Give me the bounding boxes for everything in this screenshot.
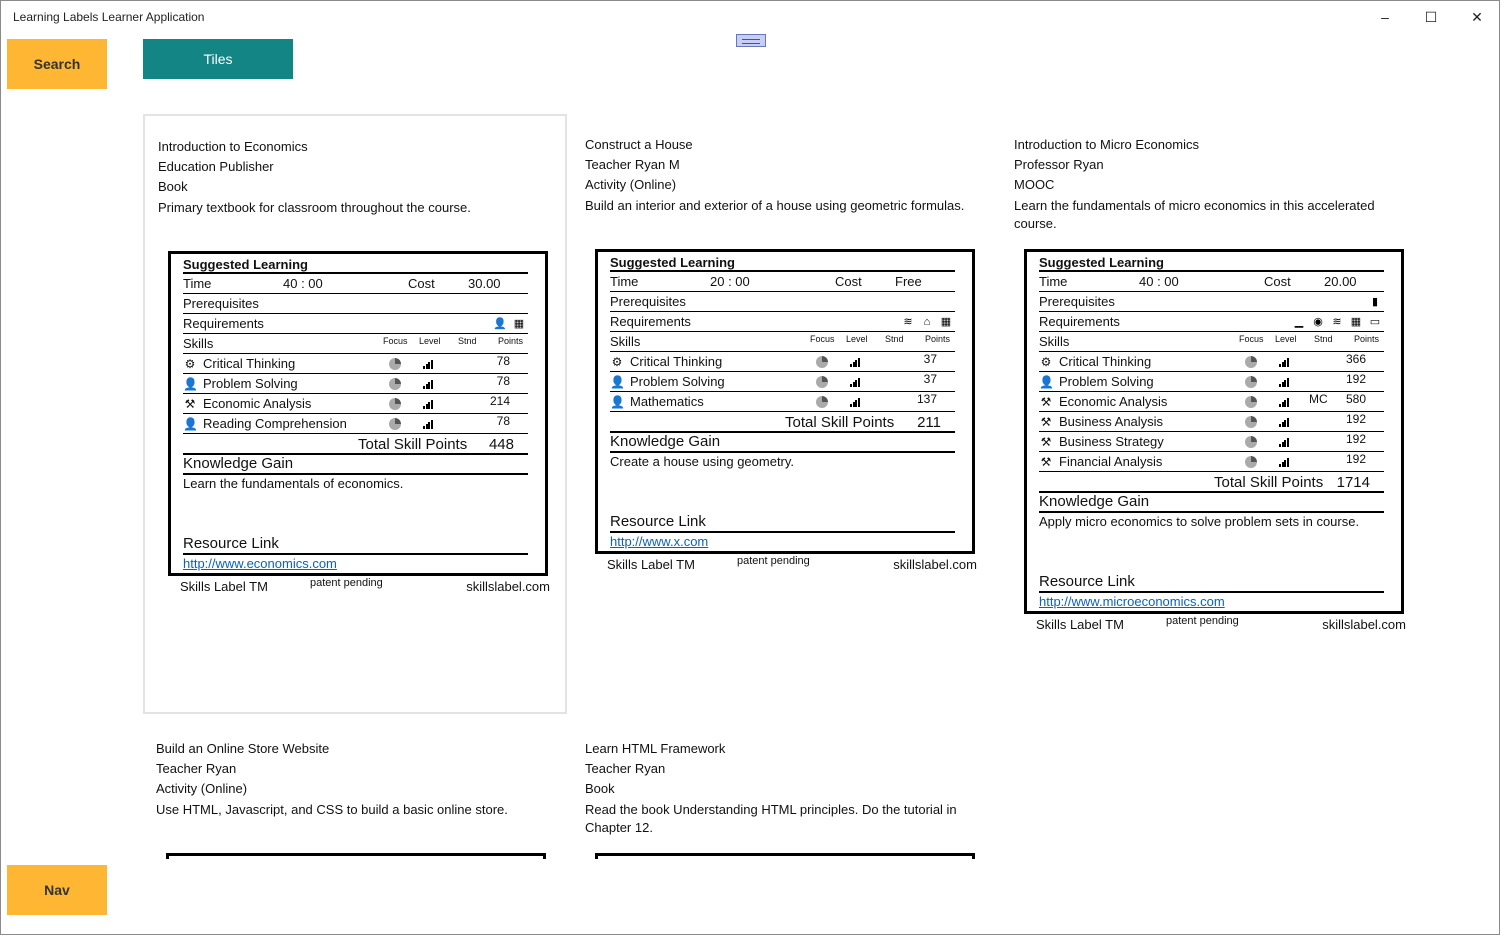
skill-points: 192 <box>1345 372 1366 386</box>
suggested-learning-heading: Suggested Learning <box>1039 252 1384 272</box>
tile-title: Introduction to Economics <box>158 139 308 154</box>
time-cost-row <box>183 274 528 294</box>
resource-link-heading: Resource Link <box>610 513 955 533</box>
learning-tile[interactable] <box>143 718 567 868</box>
level-bars-icon <box>1279 438 1289 447</box>
patent-pending-text: patent pending <box>737 555 810 567</box>
requirement-icons <box>1292 315 1382 329</box>
tile-info <box>156 739 556 819</box>
gear-icon: ⚙ <box>1040 355 1052 369</box>
prerequisites-label: Prerequisites <box>183 296 259 311</box>
site-text: skillslabel.com <box>466 579 550 594</box>
wifi-icon: ≋ <box>903 316 913 328</box>
level-bars-icon <box>1279 358 1289 367</box>
total-skill-points-label: Total Skill Points <box>785 414 895 431</box>
drag-handle[interactable] <box>736 34 766 47</box>
skill-row <box>183 354 528 374</box>
stnd-header: Stnd <box>1314 334 1333 344</box>
skill-row <box>1039 392 1384 412</box>
skill-points: 37 <box>923 372 937 386</box>
chart-icon: ▁ <box>1294 316 1304 328</box>
skill-row <box>610 352 955 372</box>
skills-header-row <box>610 332 955 352</box>
book-icon: ▮ <box>1371 296 1379 308</box>
suggested-learning-heading: Suggested Learning <box>610 252 955 272</box>
trademark-text: Skills Label TM <box>180 579 268 594</box>
stnd-header: Stnd <box>885 334 904 344</box>
skills-header-row <box>183 334 528 354</box>
tile-title: Introduction to Micro Economics <box>1014 137 1199 152</box>
hammer-icon: ⚒ <box>1040 455 1052 469</box>
skill-name: Business Strategy <box>1059 434 1164 449</box>
hammer-icon: ⚒ <box>1040 435 1052 449</box>
skill-name: Problem Solving <box>1059 374 1154 389</box>
tile-info <box>1014 135 1414 233</box>
tile-title: Learn HTML Framework <box>585 741 726 756</box>
knowledge-gain-text: Create a house using geometry. <box>610 454 795 469</box>
focus-pie-icon <box>389 378 401 390</box>
skills-header-row <box>1039 332 1384 352</box>
prerequisites-row <box>1039 292 1384 312</box>
skill-row <box>1039 452 1384 472</box>
stnd-header: Stnd <box>458 336 477 346</box>
time-cost-row <box>610 272 955 292</box>
focus-pie-icon <box>389 358 401 370</box>
skill-name: Economic Analysis <box>203 396 312 411</box>
title-bar <box>1 1 1499 33</box>
label-footer <box>180 579 550 597</box>
points-header: Points <box>1354 334 1380 344</box>
requirements-label: Requirements <box>610 314 691 329</box>
person-icon: 👤 <box>610 395 625 409</box>
focus-pie-icon <box>1245 396 1257 408</box>
tile-description: Build an interior and exterior of a house using geometric formulas. <box>585 198 965 213</box>
knowledge-gain-heading: Knowledge Gain <box>183 455 528 475</box>
maximize-button[interactable]: ☐ <box>1424 8 1438 25</box>
skills-label-box <box>595 853 975 859</box>
skills-label-box <box>166 853 546 859</box>
skill-name: Reading Comprehension <box>203 416 347 431</box>
level-bars-icon <box>423 400 433 409</box>
total-skill-points-label: Total Skill Points <box>1214 474 1324 491</box>
requirements-row <box>610 312 955 332</box>
cost-value: Free <box>895 274 922 289</box>
skill-points: 137 <box>916 392 937 406</box>
requirement-icons <box>901 315 953 329</box>
skill-row <box>1039 432 1384 452</box>
trademark-text: Skills Label TM <box>607 557 695 572</box>
tile-author: Teacher Ryan <box>585 761 666 776</box>
skill-points: 580 <box>1345 392 1366 406</box>
level-bars-icon <box>850 358 860 367</box>
knowledge-gain-heading: Knowledge Gain <box>610 433 955 453</box>
skills-label: Skills <box>1039 334 1070 349</box>
total-skill-points-value: 448 <box>488 436 514 453</box>
calendar-icon: ▦ <box>513 318 525 330</box>
skill-row <box>1039 372 1384 392</box>
app-title: Learning Labels Learner Application <box>13 10 205 24</box>
focus-pie-icon <box>816 356 828 368</box>
person-icon: 👤 <box>493 318 507 330</box>
level-header: Level <box>1275 334 1297 344</box>
skill-name: Financial Analysis <box>1059 454 1163 469</box>
tile-info <box>585 135 985 215</box>
cost-value: 20.00 <box>1324 274 1357 289</box>
level-header: Level <box>846 334 868 344</box>
level-bars-icon <box>850 378 860 387</box>
skill-name: Economic Analysis <box>1059 394 1168 409</box>
skill-points: 37 <box>923 352 937 366</box>
hammer-icon: ⚒ <box>184 397 196 411</box>
knowledge-gain-text: Apply micro economics to solve problem sets in course. <box>1039 514 1360 529</box>
resource-link[interactable]: http://www.x.com <box>610 534 709 549</box>
level-bars-icon <box>423 380 433 389</box>
requirements-row <box>1039 312 1384 332</box>
person-icon: 👤 <box>610 375 625 389</box>
resource-link[interactable]: http://www.microeconomics.com <box>1039 594 1225 609</box>
total-skill-points-row <box>1039 472 1384 493</box>
nav-button[interactable]: Nav <box>7 865 107 915</box>
time-label: Time <box>183 276 212 291</box>
time-label: Time <box>1039 274 1068 289</box>
search-button[interactable]: Search <box>7 39 107 89</box>
tile-title: Construct a House <box>585 137 693 152</box>
tile-info <box>585 739 985 837</box>
skill-points: 192 <box>1345 412 1366 426</box>
person-icon: 👤 <box>183 377 198 391</box>
focus-pie-icon <box>389 418 401 430</box>
tile-author: Teacher Ryan M <box>585 157 680 172</box>
tile-description: Read the book Understanding HTML principles. Do the tutorial in Chapter 12. <box>585 802 957 835</box>
skills-label-box <box>1024 249 1404 614</box>
label-footer <box>1036 617 1406 635</box>
total-skill-points-row <box>183 434 528 455</box>
requirements-label: Requirements <box>183 316 264 331</box>
bank-icon: ⌂ <box>923 316 931 328</box>
prerequisites-label: Prerequisites <box>1039 294 1115 309</box>
tile-description: Use HTML, Javascript, and CSS to build a basic online store. <box>156 802 508 817</box>
level-bars-icon <box>850 398 860 407</box>
level-bars-icon <box>1279 418 1289 427</box>
skill-name: Critical Thinking <box>630 354 723 369</box>
skill-row <box>183 414 528 434</box>
gear-icon: ⚙ <box>184 357 196 371</box>
knowledge-gain-heading: Knowledge Gain <box>1039 493 1384 513</box>
site-text: skillslabel.com <box>893 557 977 572</box>
tile-description: Learn the fundamentals of micro economics in this accelerated course. <box>1014 198 1375 231</box>
learning-tile[interactable] <box>143 114 567 714</box>
site-text: skillslabel.com <box>1322 617 1406 632</box>
tile-description: Primary textbook for classroom throughout the course. <box>158 200 471 215</box>
requirements-row <box>183 314 528 334</box>
level-bars-icon <box>1279 378 1289 387</box>
total-skill-points-value: 211 <box>917 414 941 431</box>
time-cost-row <box>1039 272 1384 292</box>
tile-type: MOOC <box>1014 177 1055 192</box>
cost-label: Cost <box>835 274 862 289</box>
focus-header: Focus <box>383 336 408 346</box>
skill-name: Problem Solving <box>203 376 298 391</box>
tiles-button[interactable]: Tiles <box>143 39 293 79</box>
minimize-button[interactable]: – <box>1381 9 1389 25</box>
learning-tile[interactable] <box>1001 114 1425 714</box>
focus-pie-icon <box>1245 456 1257 468</box>
learning-tile[interactable] <box>572 114 996 714</box>
skill-name: Business Analysis <box>1059 414 1164 429</box>
resource-link-heading: Resource Link <box>1039 573 1384 593</box>
prerequisites-label: Prerequisites <box>610 294 686 309</box>
calculator-icon: ▦ <box>1350 316 1362 328</box>
resource-link-heading: Resource Link <box>183 535 528 555</box>
monitor-icon: ▭ <box>1369 316 1381 328</box>
skills-label-box <box>168 251 548 576</box>
level-bars-icon <box>1279 398 1289 407</box>
tile-type: Activity (Online) <box>156 781 248 796</box>
cost-value: 30.00 <box>468 276 501 291</box>
time-label: Time <box>610 274 639 289</box>
focus-pie-icon <box>816 376 828 388</box>
level-bars-icon <box>1279 458 1289 467</box>
learning-tile[interactable] <box>572 718 996 868</box>
prerequisites-row <box>610 292 955 312</box>
requirements-label: Requirements <box>1039 314 1120 329</box>
prerequisites-row <box>183 294 528 314</box>
hammer-icon: ⚒ <box>1040 415 1052 429</box>
focus-header: Focus <box>810 334 835 344</box>
tile-author: Education Publisher <box>158 159 274 174</box>
points-header: Points <box>498 336 524 346</box>
skill-points: 192 <box>1345 432 1366 446</box>
tile-type: Book <box>585 781 615 796</box>
time-value: 40 : 00 <box>283 276 323 291</box>
total-skill-points-row <box>610 412 955 433</box>
cost-label: Cost <box>1264 274 1291 289</box>
skill-row <box>610 392 955 412</box>
skill-row <box>183 374 528 394</box>
focus-pie-icon <box>1245 376 1257 388</box>
skill-points: 78 <box>496 354 510 368</box>
tile-author: Teacher Ryan <box>156 761 237 776</box>
skill-row <box>1039 412 1384 432</box>
person-icon: 👤 <box>1039 375 1054 389</box>
skills-label: Skills <box>610 334 641 349</box>
hammer-icon: ⚒ <box>1040 395 1052 409</box>
level-header: Level <box>419 336 441 346</box>
requirement-icons <box>493 317 526 331</box>
focus-header: Focus <box>1239 334 1264 344</box>
focus-pie-icon <box>816 396 828 408</box>
time-value: 40 : 00 <box>1139 274 1179 289</box>
skill-name: Problem Solving <box>630 374 725 389</box>
patent-pending-text: patent pending <box>310 577 383 589</box>
skill-name: Mathematics <box>630 394 704 409</box>
skill-points: 214 <box>489 394 510 408</box>
eye-icon: ◉ <box>1313 316 1323 328</box>
suggested-learning-heading: Suggested Learning <box>183 254 528 274</box>
resource-link[interactable]: http://www.economics.com <box>183 556 337 571</box>
level-bars-icon <box>423 420 433 429</box>
total-skill-points-value: 1714 <box>1336 474 1370 491</box>
tile-type: Book <box>158 179 188 194</box>
points-header: Points <box>925 334 951 344</box>
level-bars-icon <box>423 360 433 369</box>
skill-points: 366 <box>1345 352 1366 366</box>
time-value: 20 : 00 <box>710 274 750 289</box>
label-footer <box>607 557 977 575</box>
skill-points: 78 <box>496 374 510 388</box>
focus-pie-icon <box>1245 436 1257 448</box>
skill-row <box>1039 352 1384 372</box>
trademark-text: Skills Label TM <box>1036 617 1124 632</box>
skill-points: 192 <box>1345 452 1366 466</box>
focus-pie-icon <box>389 398 401 410</box>
skill-points: 78 <box>496 414 510 428</box>
person-icon: 👤 <box>183 417 198 431</box>
tile-info <box>158 137 558 217</box>
cost-label: Cost <box>408 276 435 291</box>
tile-author: Professor Ryan <box>1014 157 1104 172</box>
calendar-icon: ▦ <box>940 316 952 328</box>
total-skill-points-label: Total Skill Points <box>358 436 468 453</box>
gear-icon: ⚙ <box>611 355 623 369</box>
skill-row <box>610 372 955 392</box>
skills-label-box <box>595 249 975 554</box>
skill-name: Critical Thinking <box>203 356 296 371</box>
focus-pie-icon <box>1245 416 1257 428</box>
wifi-icon: ≋ <box>1332 316 1342 328</box>
patent-pending-text: patent pending <box>1166 615 1239 627</box>
prerequisite-icons <box>1368 295 1382 309</box>
tile-title: Build an Online Store Website <box>156 741 330 756</box>
knowledge-gain-text: Learn the fundamentals of economics. <box>183 476 404 491</box>
skill-row <box>183 394 528 414</box>
close-button[interactable]: ✕ <box>1471 8 1483 25</box>
skills-label: Skills <box>183 336 214 351</box>
tile-type: Activity (Online) <box>585 177 677 192</box>
skill-standard: MC <box>1309 392 1328 406</box>
skill-name: Critical Thinking <box>1059 354 1152 369</box>
focus-pie-icon <box>1245 356 1257 368</box>
